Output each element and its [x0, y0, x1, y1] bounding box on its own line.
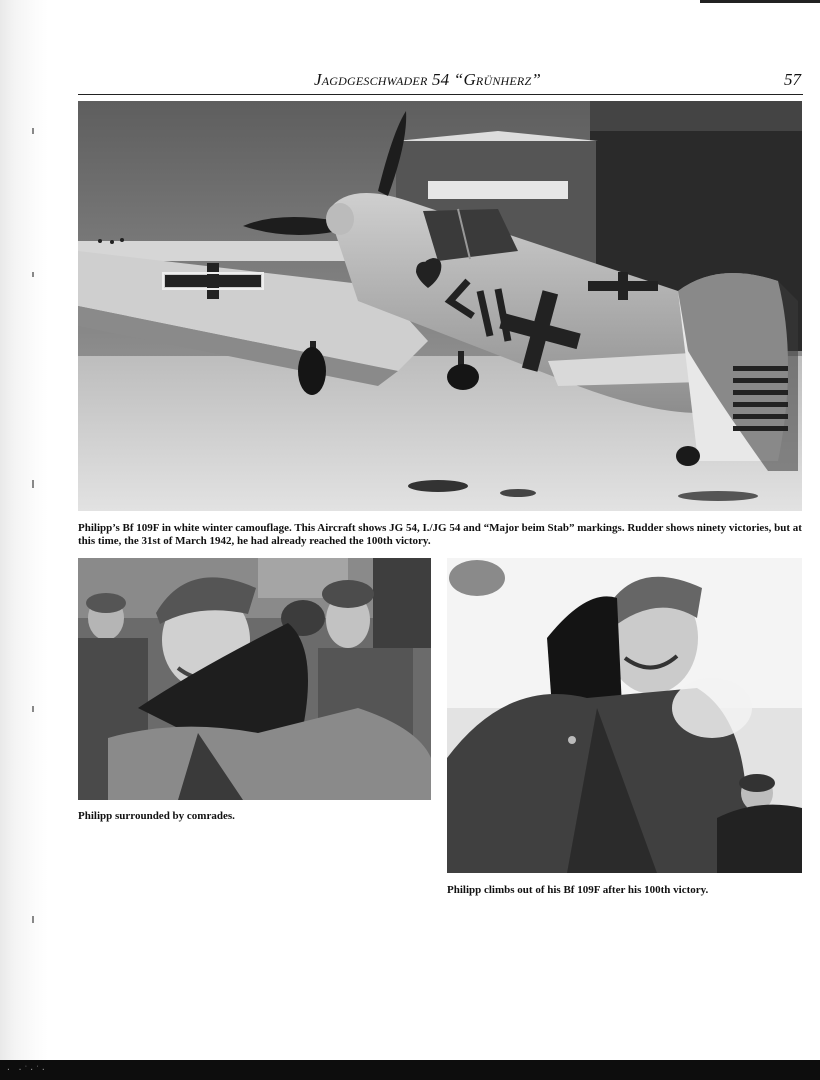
page-number: 57	[784, 70, 801, 89]
gutter-mark	[32, 128, 34, 134]
comrades-photo-caption: Philipp surrounded by comrades.	[78, 810, 235, 822]
climbs-out-photo-caption: Philipp climbs out of his Bf 109F after his 100th victory.	[447, 884, 709, 896]
climbs-out-photo-illustration	[447, 558, 802, 873]
comrades-photo-illustration	[78, 558, 431, 800]
page-header	[78, 64, 803, 95]
aircraft-photo-illustration	[78, 101, 802, 511]
gutter-mark	[32, 916, 34, 923]
scan-gutter	[0, 0, 48, 1060]
scan-bottom-edge	[0, 1060, 820, 1080]
aircraft-photo-caption: Philipp’s Bf 109F in white winter camouflage. This Aircraft shows JG 54, I./JG 54 and “Major beim Stab” markings. Rudder shows ninety victories, but at this time, the 31st of March 1942, he had already reached the 100th victory.	[78, 522, 802, 547]
gutter-mark	[32, 480, 34, 488]
scan-edge	[700, 0, 820, 3]
climbs-out-photo	[447, 558, 802, 873]
scan-artifact: · ·˙·˙·	[6, 1065, 47, 1074]
running-title: Jagdgeschwader 54 “Grünherz”	[314, 70, 541, 89]
comrades-photo	[78, 558, 431, 800]
aircraft-photo	[78, 101, 802, 511]
gutter-mark	[32, 706, 34, 712]
gutter-mark	[32, 272, 34, 277]
